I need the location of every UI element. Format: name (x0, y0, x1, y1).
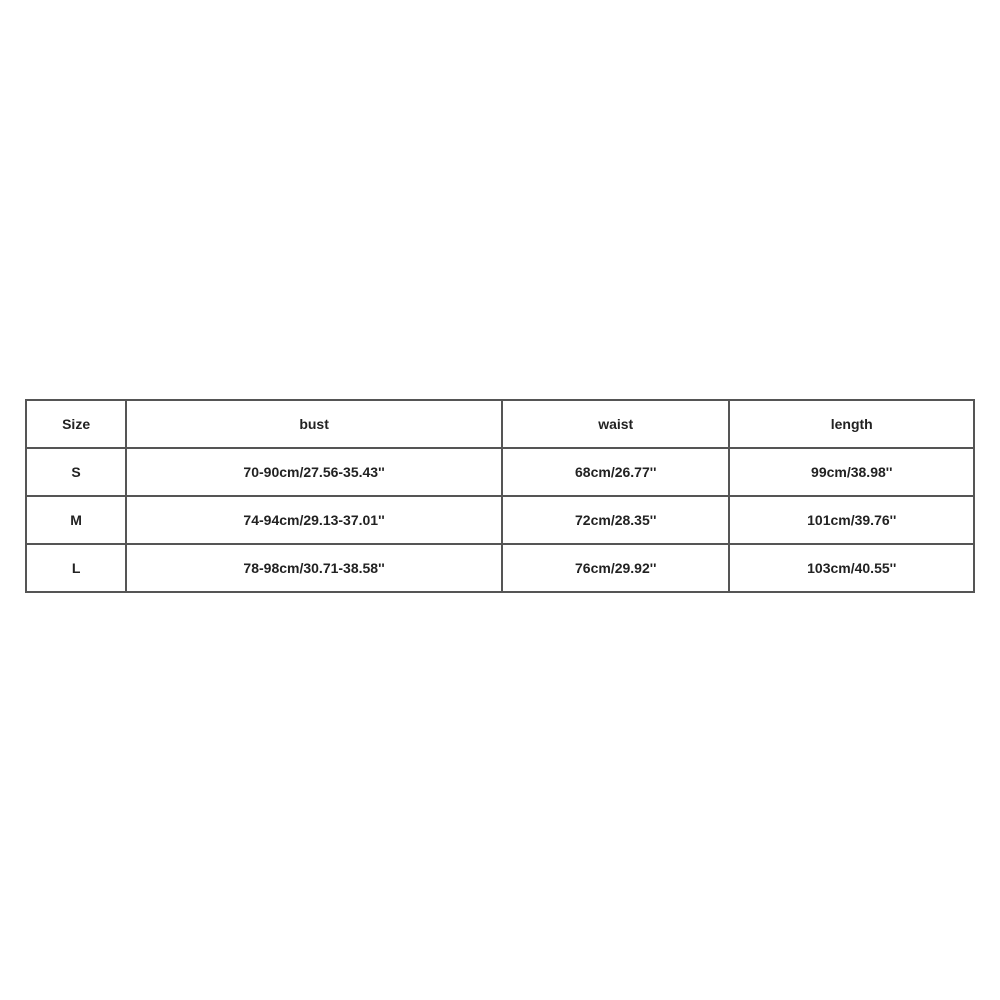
cell-length: 101cm/39.76'' (729, 496, 974, 544)
cell-bust: 78-98cm/30.71-38.58'' (126, 544, 502, 592)
cell-bust: 74-94cm/29.13-37.01'' (126, 496, 502, 544)
cell-waist: 76cm/29.92'' (502, 544, 729, 592)
header-cell-size: Size (26, 400, 126, 448)
table-row (26, 544, 974, 592)
cell-size: L (26, 544, 126, 592)
cell-size: M (26, 496, 126, 544)
size-chart-table (25, 399, 975, 593)
table-body (26, 448, 974, 592)
header-row (26, 400, 974, 448)
header-cell-waist: waist (502, 400, 729, 448)
table-row (26, 448, 974, 496)
cell-length: 99cm/38.98'' (729, 448, 974, 496)
cell-bust: 70-90cm/27.56-35.43'' (126, 448, 502, 496)
cell-length: 103cm/40.55'' (729, 544, 974, 592)
header-cell-bust: bust (126, 400, 502, 448)
table-row (26, 496, 974, 544)
table-header (26, 400, 974, 448)
cell-waist: 72cm/28.35'' (502, 496, 729, 544)
cell-size: S (26, 448, 126, 496)
cell-waist: 68cm/26.77'' (502, 448, 729, 496)
header-cell-length: length (729, 400, 974, 448)
